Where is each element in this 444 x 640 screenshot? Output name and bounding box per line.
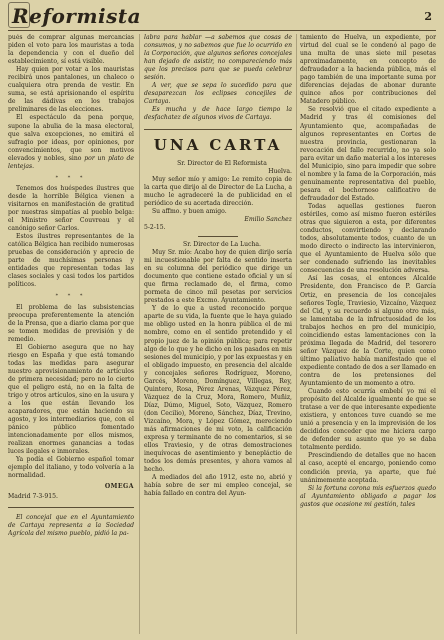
column-divider	[139, 34, 140, 634]
salutation: Sr. Director de La Lucha.	[183, 240, 261, 248]
newspaper-title: Reformista	[12, 4, 142, 28]
paragraph: Así las cosas, el entonces Alcalde Presidente, don Francisco de P. García Ortiz, en presencia de los concejales señores Togle, Traviesio, Vizcaíno, Vázquez del Cid, y su recuerdo si alguno otro más, se lamentaba de la infructuosidad de los trabajos hechos en pro del municipio, coincidiendo estas lamentaciones con la próxima llegada de Madrid, del tesorero señor Vázquez de la Corte, quien como último paliativo había manifestado que el expediente contado de dos a ser llamado en contra de los pretensiones del Ayuntamiento de un momento a otro.	[300, 275, 436, 388]
column-3	[300, 34, 436, 634]
paragraph: Hay quien por votar a los mauristas recibirá unos pantalones, un chaleco o cualquiera otra prenda de vestir. En suma, se está aprisionando el espíritu de las dádivas en los trabajos preliminares de las elecciones.	[8, 66, 134, 114]
paragraph: Muy señor mío y amigo: Le remito copia de la carta que dirijo al de Director de La Lucha, a mucho le agradeceré la de publicidad en el periódico de su acertada dirección.	[144, 175, 292, 207]
paragraph: pués de comprar algunas mercancías piden el voto para los mauristas a toda la dependencia y con el dueño del establecimiento, sí está visible.	[8, 34, 134, 66]
author-signature: OMEGA	[104, 482, 134, 490]
paragraph: El concejal que en el Ayuntamiento de Cartaya representa a la Sociedad Agrícola del mismo pueblo, pidió la pa-	[8, 513, 134, 537]
divider	[198, 236, 238, 237]
section-separator: * * *	[55, 174, 87, 181]
paragraph: Estos ilustres representantes de la católica Bélgica han recibido numerosas pruebas de consideración y aprecio de parte de muchísimas personas y entidades que representan todas las clases sociales y casi todos los partidos políticos.	[8, 233, 134, 289]
paragraph: El problema de las subsistencias preocupa preferentemente la atención de la Prensa, que a diario clama por que se tomen medidas de previsión y de remedio.	[8, 303, 134, 343]
paragraph: labra para hablar —a sabemos que cosas de consumos, y no sabemos que fue lo ocurrido en la Corporación, que algunos señores concejales han dejado de asistir, no compareciendo más que los precisos para que se pueda celebrar sesión.	[144, 34, 292, 82]
dateline: 5-2-15.	[144, 223, 166, 231]
column-divider	[296, 34, 297, 634]
page-number: 2	[424, 10, 432, 23]
place: Huelva.	[268, 167, 292, 175]
paragraph: El Gobierno asegura que no hay riesgo en España y que está tomando todas las medidas para asegurar nuestro aprovisionamiento de artículos de primera necesidad; pero no lo cierto que el peligro está, no en la falta de trigo y otros artículos, sino en la usura y a los que están llevando los acaparadores, que están haciendo su agosto, y los intermediarios que, con el pánico público fomentado intencionadamente por ellos mismos, realizan enormes ganancias a todas luces ilegales e inmorales.	[8, 343, 134, 456]
paragraph: A ver, que se sepa lo sucedido para que desaparezcan los eclipses concejiles de Cartaya.	[144, 82, 292, 106]
column-2	[144, 34, 292, 634]
paragraph: El espectáculo da pena porque, supone la abulia de la masa electoral, que salva excepciones, no emitirá el sufragio por ideas, por opiniones, por convencimientos, que son motivos elevados y nobles, sino por un plato de lentejas.	[8, 114, 134, 170]
paragraph: Muy Sr. mío: Acabo hoy de quien dirijo sería mi incuestionable por falta de sentido inserta en su columna del periódico que dirige un documento que contiene estado oficial y un sí que firma reclamado de, el firma, como pormeta de cinco mil pesetas por servicios prestados a este Excmo. Ayuntamiento.	[144, 248, 292, 305]
paragraph: Es mucha y de hace largo tiempo la desfachatez de algunos vivos de Cartaya.	[144, 106, 292, 122]
paragraph: Y de lo que a usted reconocido porque aparte de su vida, la fuente que le haya guiado me obligo usted en la honra pública el de mi nombre, como en el sentido pretendido y el propio juez de la opinión pública; para repetir algo de lo que y he dicho en los pasados en mis sesiones del municipio, y por las expuestas y en el obligado impuesto, en presencia del alcalde y concejales señores Rodríguez, Moreno, Garcés, Moreno, Domínguez, Villegas, Rey, Quintero, Rosa, Pérez Arenas, Vázquez Pérez, Vázquez de la Cruz, Mora, Romero, Muñiz, Díaz, Dúmo, Miguel, Soto, Vázquez, Romero (don Cecilio), Moreno, Sánchez, Díaz, Trevino, Vizcaíno, Mora, y López Gómez, mereciendo más afirmaciones de mi voto, la calificación expresa y terminante de no comentarios, si se ellos Traviesio, y de otras demostraciones inequívocas de asentimiento y benepláctio de todos los demás presentes, y ahora vamos al hecho.	[144, 305, 292, 474]
paragraph: A mediados del año 1912, este no, abrió y había sobre de ser mi empleo concejal, se había fallado en contra del Ayun-	[144, 474, 292, 498]
article-heading: UNA CARTA	[153, 135, 283, 154]
salutation: Sr. Director de El Reformista	[177, 159, 267, 167]
paragraph: Si la fortuna corona mis esfuerzos quedo al Ayuntamiento obligado a pagar los gastos que ocasione mi gestión, tales	[300, 484, 436, 508]
paragraph: tamiento de Huelva, un expediente, por virtud del cual se le condenó al pago de una multa de unas siete mil pesetas aproximadamente, en concepto de defraudador a la hacienda pública, más el pago también de una importante suma por diferencias dejadas de abonar durante quince años por contribuciones del Matadero público.	[300, 34, 436, 106]
paragraph: Su affmo. y buen amigo.	[152, 207, 227, 215]
paragraph: Prescindiendo de detalles que no hacen al caso, acepté el encargo, poniendo como condición previa, ya aparte, que fué unánimemente aceptada.	[300, 452, 436, 484]
paragraph: Se resolvió que el citado expediente a Madrid y tras él comisiones del Ayuntamiento que, acompañadas de algunos representantes en Cortes de nuestra provincia, gestionaran la revocación del fallo recurrido, no ya solo para evitar un daño material a los intereses del Municipio, sino para impedir que sobre el nombre y la fama de la Corporación, más genuinamente representativa del pueblo, pesara el bochornoso calificativo de defraudador del Estado.	[300, 106, 436, 202]
paragraph: Ya podía el Gobierno español tomar ejemplo del italiano, y todo volvería a la normalidad.	[8, 456, 134, 480]
author-signature: Emilio Sanchez	[244, 215, 292, 223]
column-1	[8, 34, 134, 634]
divider	[8, 507, 134, 508]
paragraph: Cuando esto ocurría embebí yo mi el propósito del Alcalde igualmente de que se tratase a ver de que interesante expediente existiera, y entonces tuve cuando se me unió a presencia y en la imprevisión de los decididos conceder que me hiciera cargo de defender su asunto que yo se daba totalmente perdido.	[300, 388, 436, 452]
paragraph: Todas aquellas gestiones fueron estériles, como así mismo fueron estériles otras que siguieron a esta, por diferentes conductos, convirtiendo y declarando todos, absolutamente todos, cuanto de un modo directo o indirecto las intervinieron, que el Ayuntamiento de Huelva sólo que ser condenado sufriendo las inevitables consecuencias de una resolución adversa.	[300, 202, 436, 275]
divider	[144, 129, 292, 130]
section-separator: * * *	[55, 293, 87, 300]
dateline: Madrid 7-3-915.	[8, 492, 58, 500]
masthead	[8, 4, 436, 31]
paragraph: Tenemos dos huéspedes ilustres que desde la horrible Bélgica vienen a visitarnos en manifestación de gratitud por nuestras simpatías al pueblo belga: el Ministro señor Couvreau y el canónigo señor Carlos.	[8, 184, 134, 233]
